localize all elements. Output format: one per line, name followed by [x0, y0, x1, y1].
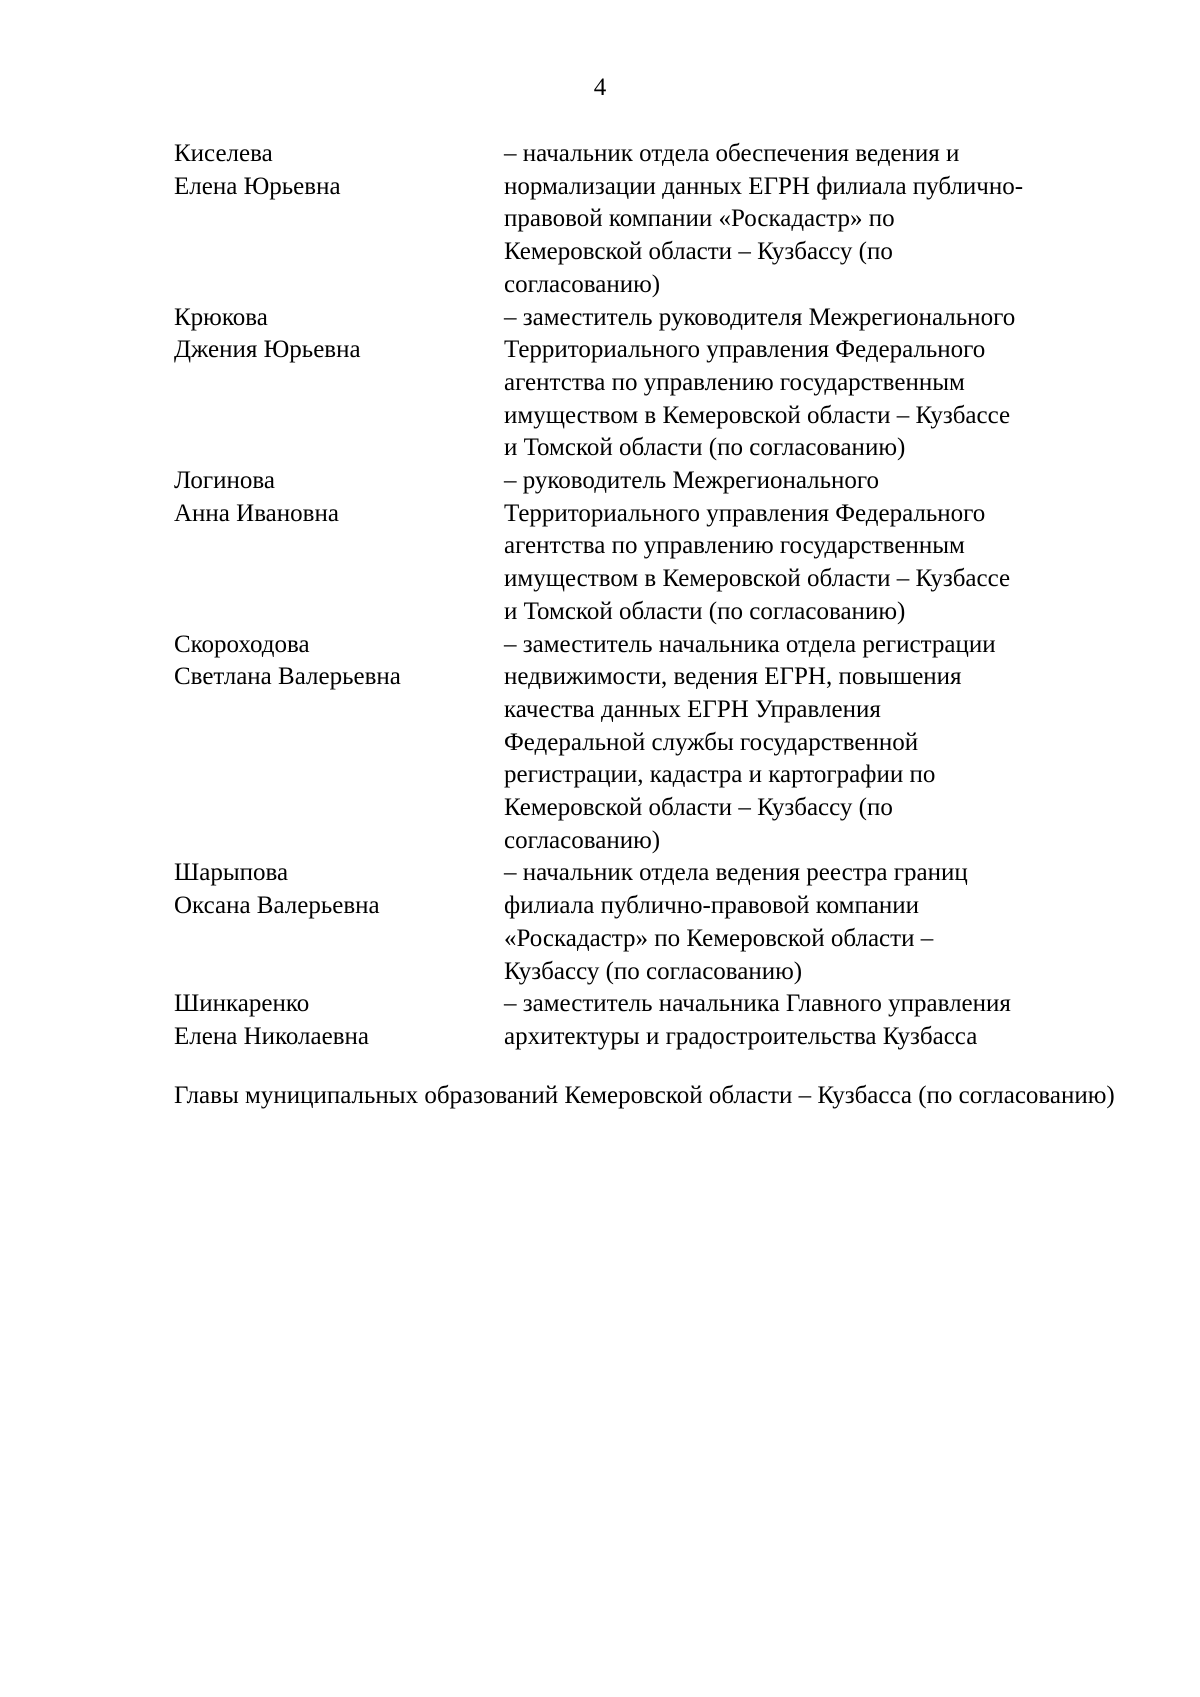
position-line: – заместитель начальника отдела регистрации [504, 630, 996, 658]
page-number: 4 [593, 74, 607, 101]
member-position [504, 465, 1104, 629]
position-line: и Томской области (по согласованию) [504, 434, 906, 462]
position-line: Кемеровской области – Кузбассу (по [504, 794, 893, 822]
position-line: – начальник отдела ведения реестра границ [504, 859, 968, 887]
members-list [174, 138, 1104, 1054]
position-line: согласованию) [504, 826, 661, 854]
position-line: – начальник отдела обеспечения ведения и [504, 140, 960, 167]
member-position [504, 138, 1104, 302]
member-entry [174, 988, 1104, 1053]
member-given-names: Светлана Валерьевна [174, 663, 401, 691]
member-position [504, 302, 1104, 466]
position-line: и Томской области (по согласованию) [504, 597, 906, 625]
position-line: – руководитель Межрегионального [504, 467, 880, 495]
position-line: Территориального управления Федерального [504, 336, 986, 364]
member-name [174, 629, 504, 858]
member-entry [174, 302, 1104, 466]
position-line: филиала публично-правовой компании [504, 892, 920, 920]
member-surname: Шарыпова [174, 859, 289, 887]
member-given-names: Анна Ивановна [174, 499, 339, 527]
member-position [504, 988, 1104, 1053]
position-line: качества данных ЕГРН Управления [504, 695, 881, 723]
position-line: нормализации данных ЕГРН филиала публично- [504, 172, 1024, 200]
member-given-names: Елена Николаевна [174, 1022, 369, 1050]
member-name [174, 138, 504, 302]
member-entry [174, 629, 1104, 858]
position-line: агентства по управлению государственным [504, 532, 965, 560]
position-line: имуществом в Кемеровской области – Кузбассе [504, 565, 1011, 593]
position-line: согласованию) [504, 270, 661, 298]
position-line: регистрации, кадастра и картографии по [504, 761, 936, 789]
position-line: агентства по управлению государственным [504, 368, 965, 396]
position-line: имуществом в Кемеровской области – Кузбассе [504, 401, 1011, 429]
member-entry [174, 857, 1104, 988]
member-name [174, 302, 504, 466]
member-entry [174, 138, 1104, 302]
member-surname: Киселева [174, 140, 273, 167]
member-surname: Логинова [174, 467, 275, 495]
position-line: недвижимости, ведения ЕГРН, повышения [504, 663, 962, 691]
position-line: архитектуры и градостроительства Кузбасса [504, 1022, 978, 1050]
footer-note: Главы муниципальных образований Кемеровской области – Кузбасса (по согласованию) [174, 1082, 1115, 1109]
position-line: – заместитель руководителя Межрегионального [504, 303, 1016, 331]
member-name [174, 988, 504, 1053]
position-line: Федеральной службы государственной [504, 728, 919, 756]
position-line: Кузбассу (по согласованию) [504, 957, 803, 985]
member-surname: Крюкова [174, 303, 268, 331]
position-line: Кемеровской области – Кузбассу (по [504, 238, 893, 266]
member-entry [174, 465, 1104, 629]
member-name [174, 857, 504, 988]
member-position [504, 857, 1104, 988]
position-line: правовой компании «Роскадастр» по [504, 205, 895, 233]
member-surname: Шинкаренко [174, 990, 310, 1018]
position-line: Территориального управления Федерального [504, 499, 986, 527]
member-given-names: Оксана Валерьевна [174, 892, 380, 920]
member-given-names: Елена Юрьевна [174, 172, 341, 200]
position-line: – заместитель начальника Главного управления [504, 990, 1011, 1018]
member-name [174, 465, 504, 629]
member-position [504, 629, 1104, 858]
member-surname: Скороходова [174, 630, 310, 658]
position-line: «Роскадастр» по Кемеровской области – [504, 924, 934, 952]
member-given-names: Джения Юрьевна [174, 336, 361, 364]
